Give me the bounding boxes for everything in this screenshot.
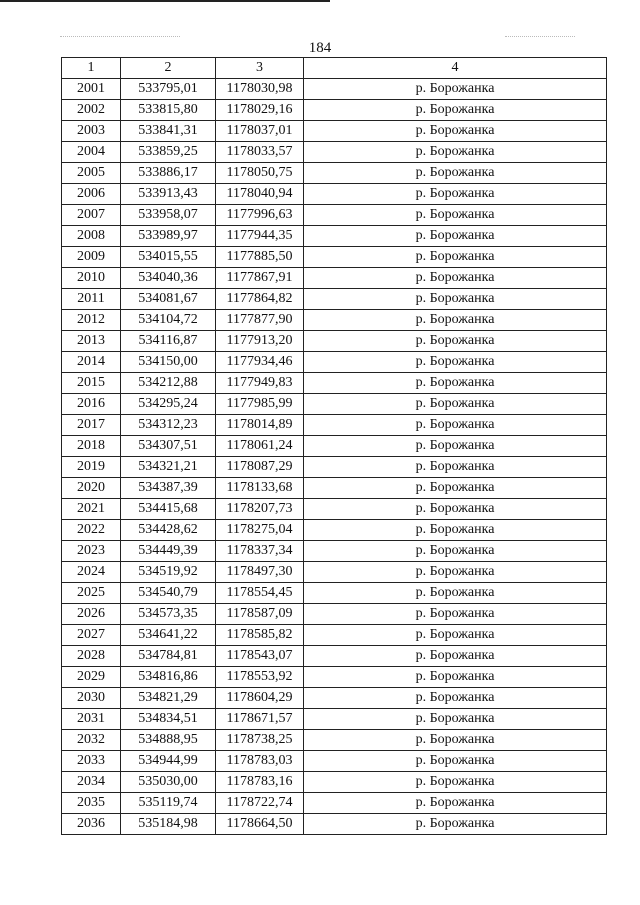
column-header-description: 4: [304, 58, 607, 79]
table-row: [62, 184, 607, 205]
cell-point-number: 2001: [62, 79, 121, 100]
cell-x-coordinate: 534321,21: [121, 457, 216, 478]
cell-description: р. Борожанка: [304, 394, 607, 415]
cell-y-coordinate: 1178783,16: [216, 772, 304, 793]
cell-description: р. Борожанка: [304, 79, 607, 100]
cell-y-coordinate: 1178040,94: [216, 184, 304, 205]
cell-description: р. Борожанка: [304, 541, 607, 562]
scan-noise: [60, 36, 180, 38]
cell-y-coordinate: 1178087,29: [216, 457, 304, 478]
cell-x-coordinate: 534944,99: [121, 751, 216, 772]
cell-point-number: 2019: [62, 457, 121, 478]
cell-description: р. Борожанка: [304, 520, 607, 541]
table-row: [62, 205, 607, 226]
cell-point-number: 2031: [62, 709, 121, 730]
scan-edge-line: [0, 0, 330, 2]
cell-description: р. Борожанка: [304, 457, 607, 478]
cell-y-coordinate: 1178722,74: [216, 793, 304, 814]
coordinates-table: [61, 57, 607, 835]
table-row: [62, 667, 607, 688]
cell-x-coordinate: 534540,79: [121, 583, 216, 604]
cell-description: р. Борожанка: [304, 226, 607, 247]
cell-description: р. Борожанка: [304, 184, 607, 205]
table-row: [62, 583, 607, 604]
table-row: [62, 436, 607, 457]
table-row: [62, 814, 607, 835]
cell-x-coordinate: 533795,01: [121, 79, 216, 100]
table-row: [62, 478, 607, 499]
table-row: [62, 394, 607, 415]
cell-x-coordinate: 533886,17: [121, 163, 216, 184]
cell-x-coordinate: 534519,92: [121, 562, 216, 583]
table-row: [62, 541, 607, 562]
cell-y-coordinate: 1178029,16: [216, 100, 304, 121]
cell-description: р. Борожанка: [304, 331, 607, 352]
cell-point-number: 2012: [62, 310, 121, 331]
cell-y-coordinate: 1177877,90: [216, 310, 304, 331]
table-row: [62, 772, 607, 793]
scan-noise: [505, 36, 575, 38]
cell-point-number: 2027: [62, 625, 121, 646]
table-row: [62, 163, 607, 184]
table-row: [62, 730, 607, 751]
cell-point-number: 2013: [62, 331, 121, 352]
cell-description: р. Борожанка: [304, 247, 607, 268]
cell-y-coordinate: 1177867,91: [216, 268, 304, 289]
cell-description: р. Борожанка: [304, 121, 607, 142]
table-row: [62, 79, 607, 100]
cell-description: р. Борожанка: [304, 625, 607, 646]
cell-description: р. Борожанка: [304, 310, 607, 331]
table-row: [62, 625, 607, 646]
cell-point-number: 2009: [62, 247, 121, 268]
cell-x-coordinate: 534150,00: [121, 352, 216, 373]
cell-description: р. Борожанка: [304, 436, 607, 457]
cell-description: р. Борожанка: [304, 205, 607, 226]
cell-x-coordinate: 534415,68: [121, 499, 216, 520]
cell-point-number: 2021: [62, 499, 121, 520]
cell-point-number: 2033: [62, 751, 121, 772]
table-row: [62, 310, 607, 331]
column-header-x: 2: [121, 58, 216, 79]
cell-point-number: 2004: [62, 142, 121, 163]
cell-description: р. Борожанка: [304, 373, 607, 394]
table-row: [62, 646, 607, 667]
cell-description: р. Борожанка: [304, 142, 607, 163]
cell-point-number: 2032: [62, 730, 121, 751]
column-header-number: 1: [62, 58, 121, 79]
cell-y-coordinate: 1177864,82: [216, 289, 304, 310]
cell-y-coordinate: 1178497,30: [216, 562, 304, 583]
cell-y-coordinate: 1178585,82: [216, 625, 304, 646]
cell-point-number: 2035: [62, 793, 121, 814]
cell-y-coordinate: 1178337,34: [216, 541, 304, 562]
cell-y-coordinate: 1178664,50: [216, 814, 304, 835]
cell-point-number: 2025: [62, 583, 121, 604]
table-row: [62, 415, 607, 436]
cell-point-number: 2006: [62, 184, 121, 205]
table-row: [62, 352, 607, 373]
table-row: [62, 520, 607, 541]
cell-x-coordinate: 534784,81: [121, 646, 216, 667]
cell-y-coordinate: 1178671,57: [216, 709, 304, 730]
cell-point-number: 2024: [62, 562, 121, 583]
table-row: [62, 499, 607, 520]
cell-y-coordinate: 1178037,01: [216, 121, 304, 142]
cell-description: р. Борожанка: [304, 352, 607, 373]
cell-point-number: 2026: [62, 604, 121, 625]
cell-point-number: 2011: [62, 289, 121, 310]
cell-description: р. Борожанка: [304, 415, 607, 436]
table-row: [62, 709, 607, 730]
cell-x-coordinate: 535119,74: [121, 793, 216, 814]
table-row: [62, 226, 607, 247]
table-row: [62, 604, 607, 625]
cell-y-coordinate: 1178207,73: [216, 499, 304, 520]
cell-description: р. Борожанка: [304, 100, 607, 121]
cell-y-coordinate: 1178738,25: [216, 730, 304, 751]
table-row: [62, 793, 607, 814]
cell-y-coordinate: 1178030,98: [216, 79, 304, 100]
table-row: [62, 331, 607, 352]
cell-x-coordinate: 534449,39: [121, 541, 216, 562]
table-row: [62, 268, 607, 289]
cell-x-coordinate: 534816,86: [121, 667, 216, 688]
cell-description: р. Борожанка: [304, 814, 607, 835]
cell-y-coordinate: 1177996,63: [216, 205, 304, 226]
cell-point-number: 2003: [62, 121, 121, 142]
cell-point-number: 2016: [62, 394, 121, 415]
cell-x-coordinate: 534212,88: [121, 373, 216, 394]
cell-x-coordinate: 534821,29: [121, 688, 216, 709]
cell-x-coordinate: 534888,95: [121, 730, 216, 751]
cell-description: р. Борожанка: [304, 709, 607, 730]
cell-x-coordinate: 534428,62: [121, 520, 216, 541]
cell-y-coordinate: 1178543,07: [216, 646, 304, 667]
cell-y-coordinate: 1177949,83: [216, 373, 304, 394]
cell-point-number: 2030: [62, 688, 121, 709]
cell-point-number: 2015: [62, 373, 121, 394]
cell-x-coordinate: 535030,00: [121, 772, 216, 793]
cell-point-number: 2036: [62, 814, 121, 835]
cell-description: р. Борожанка: [304, 646, 607, 667]
cell-description: р. Борожанка: [304, 793, 607, 814]
cell-x-coordinate: 534081,67: [121, 289, 216, 310]
cell-y-coordinate: 1178553,92: [216, 667, 304, 688]
cell-x-coordinate: 534116,87: [121, 331, 216, 352]
table-header-row: [62, 58, 607, 79]
table-row: [62, 289, 607, 310]
cell-x-coordinate: 534834,51: [121, 709, 216, 730]
cell-point-number: 2018: [62, 436, 121, 457]
cell-point-number: 2005: [62, 163, 121, 184]
table-row: [62, 142, 607, 163]
cell-description: р. Борожанка: [304, 751, 607, 772]
cell-x-coordinate: 534573,35: [121, 604, 216, 625]
cell-point-number: 2029: [62, 667, 121, 688]
table-row: [62, 373, 607, 394]
cell-x-coordinate: 533989,97: [121, 226, 216, 247]
table-row: [62, 247, 607, 268]
cell-y-coordinate: 1178033,57: [216, 142, 304, 163]
cell-x-coordinate: 534295,24: [121, 394, 216, 415]
cell-x-coordinate: 533815,80: [121, 100, 216, 121]
cell-y-coordinate: 1177913,20: [216, 331, 304, 352]
cell-point-number: 2022: [62, 520, 121, 541]
cell-point-number: 2010: [62, 268, 121, 289]
cell-y-coordinate: 1178554,45: [216, 583, 304, 604]
cell-x-coordinate: 534104,72: [121, 310, 216, 331]
cell-x-coordinate: 533859,25: [121, 142, 216, 163]
cell-description: р. Борожанка: [304, 667, 607, 688]
cell-point-number: 2002: [62, 100, 121, 121]
cell-point-number: 2034: [62, 772, 121, 793]
table-row: [62, 751, 607, 772]
cell-y-coordinate: 1178783,03: [216, 751, 304, 772]
cell-y-coordinate: 1178133,68: [216, 478, 304, 499]
cell-x-coordinate: 534015,55: [121, 247, 216, 268]
cell-x-coordinate: 534387,39: [121, 478, 216, 499]
cell-point-number: 2017: [62, 415, 121, 436]
page-number: 184: [308, 40, 332, 56]
table-row: [62, 100, 607, 121]
table-row: [62, 688, 607, 709]
table-row: [62, 457, 607, 478]
table-row: [62, 121, 607, 142]
cell-description: р. Борожанка: [304, 478, 607, 499]
cell-x-coordinate: 534312,23: [121, 415, 216, 436]
column-header-y: 3: [216, 58, 304, 79]
cell-x-coordinate: 534040,36: [121, 268, 216, 289]
cell-x-coordinate: 533841,31: [121, 121, 216, 142]
cell-point-number: 2014: [62, 352, 121, 373]
cell-x-coordinate: 533913,43: [121, 184, 216, 205]
cell-y-coordinate: 1178604,29: [216, 688, 304, 709]
cell-y-coordinate: 1178050,75: [216, 163, 304, 184]
table-row: [62, 562, 607, 583]
cell-y-coordinate: 1177885,50: [216, 247, 304, 268]
cell-y-coordinate: 1177944,35: [216, 226, 304, 247]
cell-y-coordinate: 1178061,24: [216, 436, 304, 457]
cell-description: р. Борожанка: [304, 772, 607, 793]
cell-x-coordinate: 534641,22: [121, 625, 216, 646]
cell-x-coordinate: 534307,51: [121, 436, 216, 457]
cell-y-coordinate: 1178275,04: [216, 520, 304, 541]
cell-x-coordinate: 535184,98: [121, 814, 216, 835]
cell-y-coordinate: 1178587,09: [216, 604, 304, 625]
cell-description: р. Борожанка: [304, 268, 607, 289]
cell-description: р. Борожанка: [304, 583, 607, 604]
cell-description: р. Борожанка: [304, 163, 607, 184]
cell-x-coordinate: 533958,07: [121, 205, 216, 226]
cell-description: р. Борожанка: [304, 604, 607, 625]
cell-point-number: 2020: [62, 478, 121, 499]
cell-description: р. Борожанка: [304, 730, 607, 751]
cell-description: р. Борожанка: [304, 289, 607, 310]
cell-point-number: 2023: [62, 541, 121, 562]
cell-description: р. Борожанка: [304, 499, 607, 520]
cell-description: р. Борожанка: [304, 562, 607, 583]
cell-description: р. Борожанка: [304, 688, 607, 709]
cell-point-number: 2008: [62, 226, 121, 247]
cell-y-coordinate: 1177934,46: [216, 352, 304, 373]
cell-point-number: 2007: [62, 205, 121, 226]
cell-y-coordinate: 1177985,99: [216, 394, 304, 415]
cell-point-number: 2028: [62, 646, 121, 667]
cell-y-coordinate: 1178014,89: [216, 415, 304, 436]
